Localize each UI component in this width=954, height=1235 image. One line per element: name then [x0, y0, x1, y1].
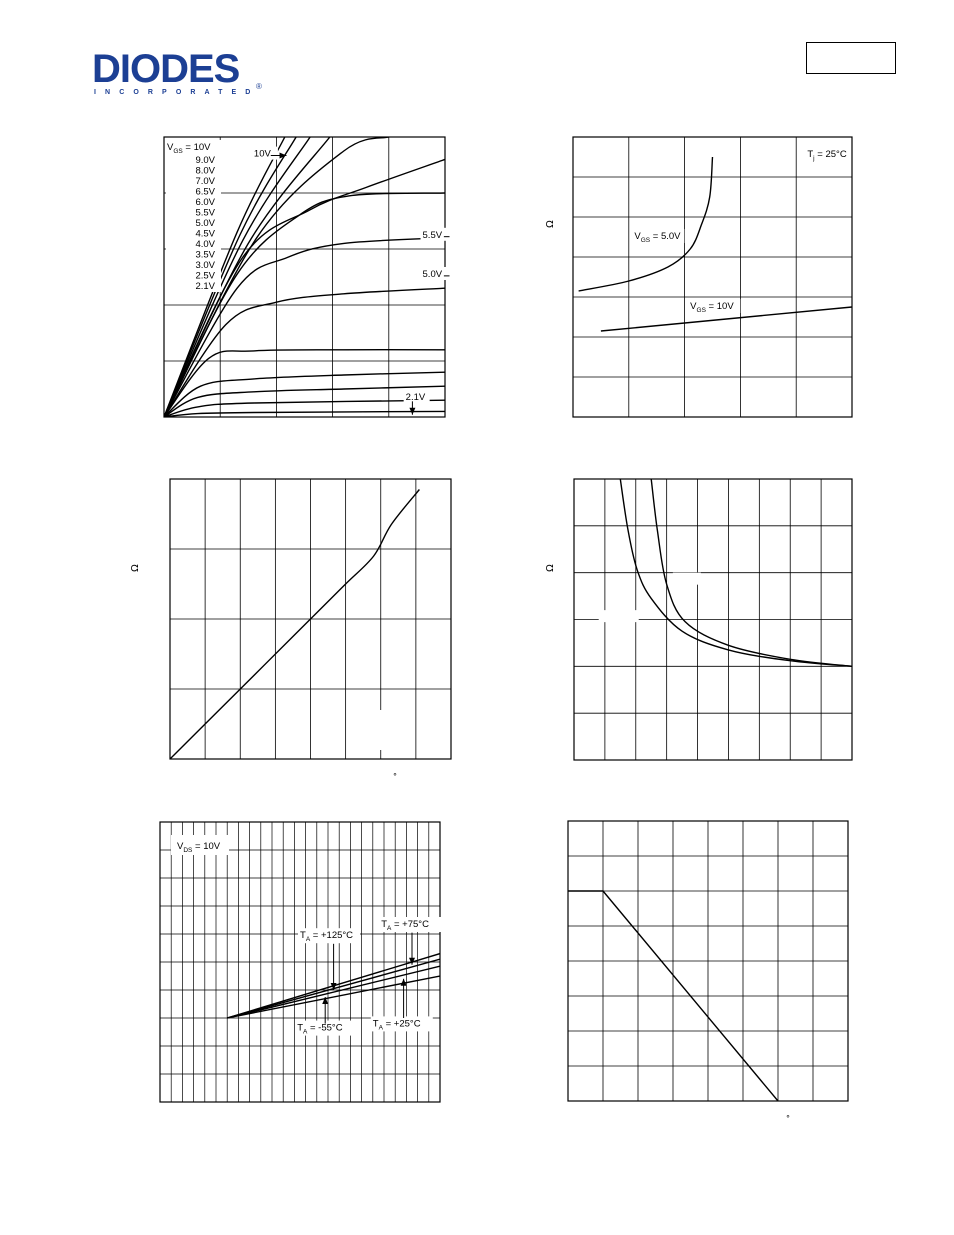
- label-whiteout: [673, 573, 701, 585]
- annotation-label: $V_{GS} = 5.0V$: [634, 231, 681, 244]
- legend-entry: 2.1V: [195, 281, 215, 292]
- ohm-symbol-chart3: Ω: [129, 564, 141, 572]
- diodes-logo: [92, 47, 268, 98]
- legend-entry: 2.5V: [195, 270, 215, 282]
- legend-entry: 9.0V: [195, 155, 215, 166]
- annotation-label: 5.5V: [422, 229, 443, 241]
- chart-power-derating: [567, 820, 849, 1102]
- annotation-label: $T_A = +75^\circ C$: [381, 919, 429, 932]
- legend-header: $V_{GS} = 10V$: [167, 142, 211, 155]
- legend-entry: 6.0V: [195, 197, 215, 208]
- degree-symbol-chart6: °: [786, 1114, 790, 1123]
- series-line-11: [164, 372, 445, 417]
- legend-entry: 8.0V: [195, 165, 215, 177]
- chart-on-resistance-vs-current: [572, 136, 853, 418]
- annotation-label: $V_{GS} = 10V$: [690, 301, 734, 314]
- plot-frame: [573, 137, 852, 417]
- annotation-label: 10V: [253, 148, 271, 160]
- annotation-label: $T_A = +125^\circ C$: [300, 930, 354, 944]
- degree-symbol-chart3: °: [393, 772, 397, 781]
- annotation-label: 2.1V: [405, 392, 426, 404]
- chart-title: $V_{DS} = 10V$: [177, 841, 221, 854]
- chart-resistance-vs-gate-voltage: [573, 478, 853, 761]
- legend-entry: 6.5V: [195, 186, 215, 198]
- logo-registered-mark: ®: [256, 82, 262, 91]
- ohm-symbol-chart2: Ω: [544, 220, 556, 228]
- legend-entry: 4.5V: [195, 228, 215, 240]
- annotation-label: 5.0V: [422, 269, 443, 280]
- part-number-box: [806, 42, 896, 74]
- logo-wordmark: DIODES: [92, 47, 240, 91]
- series-line-10: [164, 350, 445, 417]
- chart-transfer-characteristics: [159, 821, 441, 1103]
- chart-resistance-vs-temperature: [169, 478, 452, 760]
- legend-entry: 5.0V: [195, 218, 215, 229]
- legend-entry: 4.0V: [195, 239, 215, 250]
- legend-entry: 3.0V: [195, 260, 215, 271]
- series-line-14: [164, 411, 445, 417]
- chart-title: $T_j = 25^\circ C$: [807, 149, 847, 162]
- logo-subtext: INCORPORATED: [94, 89, 260, 96]
- label-whiteout: [379, 710, 411, 750]
- annotation-label: $T_A = -55^\circ C$: [297, 1022, 343, 1036]
- ohm-symbol-chart4: Ω: [544, 564, 556, 572]
- series-line-13: [164, 400, 445, 417]
- legend-entry: 7.0V: [195, 176, 215, 187]
- legend-entry: 5.5V: [195, 207, 215, 219]
- label-whiteout: [599, 610, 639, 622]
- legend-entry: 3.5V: [195, 249, 215, 261]
- annotation-label: $T_A = +25^\circ C$: [372, 1018, 421, 1032]
- chart-output-characteristics: [163, 136, 446, 418]
